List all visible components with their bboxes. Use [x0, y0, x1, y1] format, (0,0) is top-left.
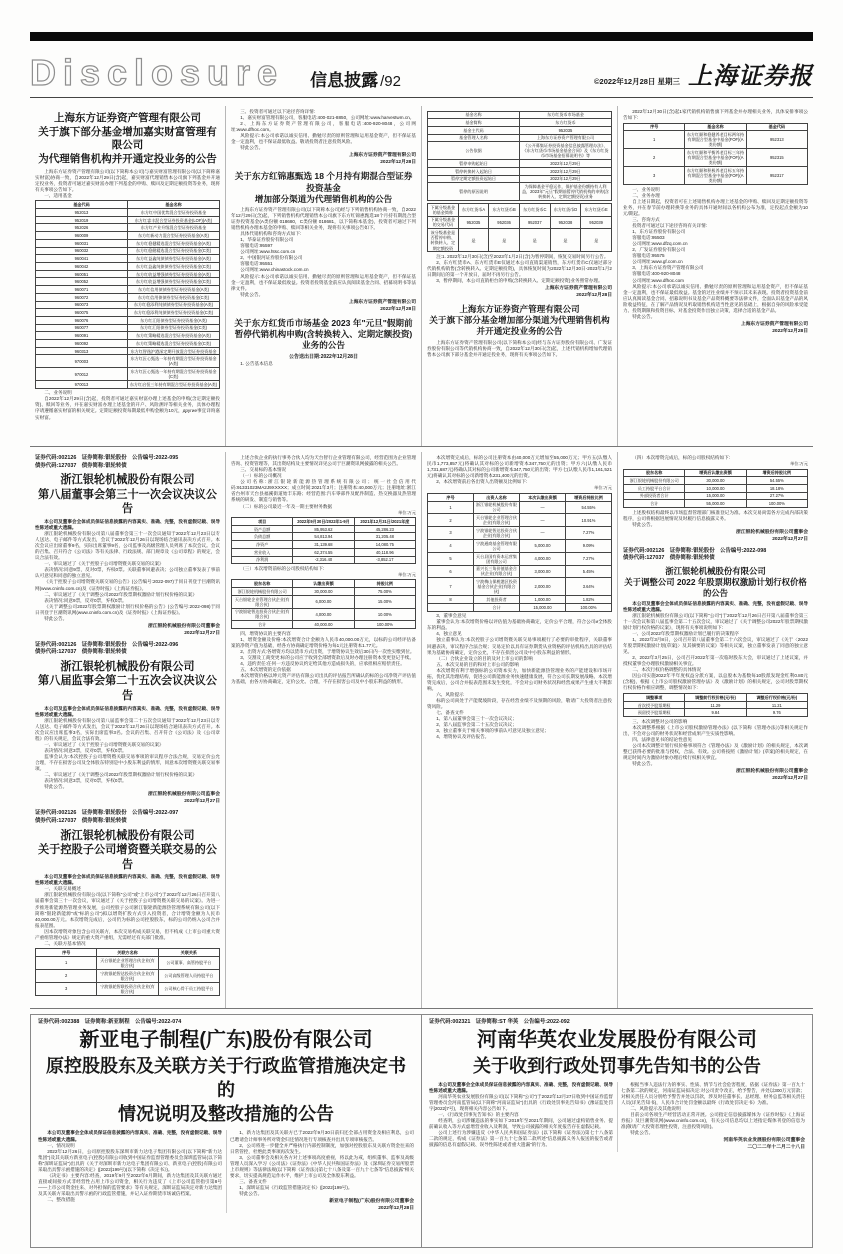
text-line: 2022年12月27日 [772, 536, 808, 542]
capital-increase-signature [623, 530, 808, 544]
text-line: 特此公告。 [240, 145, 264, 151]
data-table: 序号 出资人名称 本次认缴出资额 增资后持股比例 1 浙江银轮机械股份有限公司 — 54.55% 2 天台银轮企业管理合伙企业(有限合伙) — 10.91% 3 宁波银轮智达投资合伙企业(有限合伙) — 7.27% 4 宁波通商基金管理有限公司 5,000.00 9.09% 5 天台县国有资本运营集团有限公司 4,000.00 7.27% 6 嘉兴长三角价值基金合伙企业(有限合伙) 3,000.00 5.45% 7 宁波梅山保税港区投资基金合伙企业(有限合伙) 2,000.00 3.64% 8 其他投资者 1,000.00 1.82% 合计 15,000.00 100.00% [427, 493, 612, 612]
article3-signature [427, 286, 612, 300]
band1-col1 [30, 106, 225, 446]
article1-section1: 一、适用基金 [44, 192, 72, 198]
capital-increase-title [35, 829, 220, 873]
text-line: 2022年12月28日 [576, 293, 612, 299]
article1-body [35, 390, 220, 420]
text-line: 二、业务说明 [44, 390, 72, 396]
text-line: 关于旗下部分基金增加部分渠道为代理销售机构 [429, 315, 610, 326]
text-line: 三、交易标的基本情况 [240, 467, 287, 473]
text-line: 4、独立意见 [436, 631, 462, 637]
text-line: 客服电话:95575 [632, 253, 665, 259]
date-line: ©2022年12月28日 星期三 [594, 77, 680, 86]
board-meeting-signature [35, 624, 220, 638]
text-line: 暂停代销机构申购(含转换转入、定期定额投资)业务的公告 [234, 328, 413, 351]
text-line: 河南华英农业发展股份有限公司(以下简称"公司")于2022年12月27日收到中国证券监督管理委员会河南监管局(以下简称"河南证监局")出具的《行政处罚事先告知书》(豫证监处罚字[2022]7号)，现将相关内容公告如下。 [429, 1093, 613, 1112]
text-line: 上海东方证券资产管理有限公司 [54, 112, 201, 124]
text-line: 一、业务说明 [632, 186, 660, 192]
text-line: 2022年12月28日 [378, 1206, 414, 1212]
text-line: 2、2022年3月25日，公司召开2022年第一次临时股东大会，审议通过了上述议案，并授权董事会办理股权激励相关事宜。 [623, 655, 808, 667]
text-line: 关于东方红货币市场基金 2023 年"元旦"假期前 [234, 317, 413, 328]
text-line: 上海东方证券资产管理有限公司 [740, 321, 808, 327]
text-line: 公司网址:www.gf.com.cn [632, 259, 683, 265]
text-line: 特此公告。 [632, 313, 656, 319]
bond-code-line-4: 债券代码:127037 债券简称:银轮转债 [623, 555, 715, 562]
text-line: 公司网址:www.chinastock.com.cn [240, 267, 309, 273]
text-line: 浙江银轮机械股份有限公司 [665, 565, 766, 576]
text-line: 1、嘉实财富管理有限公司，客服电话:400-021-8850，公司网址:www.harvestwm.cn。 [240, 115, 415, 121]
article3-notes [427, 254, 612, 284]
huaying-signature [621, 1138, 805, 1152]
text-line: 本次增资完成后，标的公司注册资本由40,000万元增加至55,000万元；甲方五(认缴人民币1,773,857元)将确认其对标的公司新增资本347,750元的出资；甲方六(认缴人民币1,731,687元)将确认其对标的公司新增资本347,750元的出资；甲方七(认缴人民币1,161,521元)将确认其对标的公司新增资本231,400元的出资。 [427, 455, 612, 479]
text-line: （一）标的公司概况 [240, 473, 282, 479]
text-line: 二、本次行权价格调整的具体情况 [632, 667, 702, 673]
text-line: 第八届董事会第三十一次会议决议公告 [37, 488, 217, 516]
text-line: 浙江银轮机械股份有限公司 [60, 474, 195, 487]
text-line: 特此公告。 [632, 761, 656, 767]
band1-col4 [617, 106, 813, 446]
text-line: 为代理销售机构并开通定投业务的公告 [38, 152, 217, 165]
text-line: 2022年12月27日 [184, 630, 220, 636]
text-line: 董事会认为:本次增资价格以评估值为基础协商确定，定价公平合理，符合公司и全体股东的利益。 [427, 619, 612, 631]
xinya-signature [230, 1199, 414, 1213]
text-line: 2、中国银河证券股份有限公司 [240, 255, 303, 261]
text-line: 一、情况说明 [47, 1142, 75, 1148]
text-line: 2、上海东方证券资产管理有限公司，客服电话:400-920-8048，公司网址:www.dfhoc.com。 [231, 121, 416, 133]
text-line: 五、本次交易的目的和对上市公司的影响 [436, 661, 519, 667]
text-line: 特此公告。 [240, 291, 264, 297]
bond-code-line-3: 债券代码:127037 债券简称:银轮转债 [35, 817, 127, 824]
unit-label-2: 单位:万元 [398, 571, 416, 577]
data-table: 股东名称 认缴出资额 持股比例 浙江银轮机械股份有限公司 30,000.00 75.00% 天台银轮企业管理合伙企业(有限合伙) 6,000.00 15.00% 宁波银轮智达投资合伙企业(有限合伙) 4,000.00 10.00% 合计 40,000.00 100.00% [231, 579, 416, 629]
text-line: 具体代销机构和咨询方式如下: [240, 231, 302, 237]
text-line: 三、备查文件 [239, 1178, 267, 1184]
text-line: 上海东方证券资产管理有限公司 [544, 286, 612, 292]
section-title-wrap [310, 66, 401, 91]
masthead [30, 46, 813, 98]
text-line: （四）本次增资完成后，标的公司股权结构如下: [632, 455, 730, 460]
text-line: 4、增资协议及评估报告。 [436, 734, 490, 740]
masthead-right [594, 56, 813, 91]
text-line: 浙江银轮机械股份有限公司(以下简称"公司"或"上市公司")于2022年12月26日召开第八届董事会第三十一次会议，审议通过了《关于控股子公司增资暨关联交易的议案》。为进一步推进新能源热管理业务发展，公司控股子公司浙江银轮新能源热管理系统有限公司(以下简称"银轮新能源"或"标的公司")拟以增资扩股方式引入投资者，合计增资金额为人民币40,000.00万元。本次增资完成后，公司仍为标的公司控股股东，标的公司仍纳入公司合并报表范围。 [35, 892, 220, 928]
text-line: 二、关联方基本情况 [44, 940, 86, 946]
text-line: 风险提示:本公司承诺以诚实信用、勤勉尽责的原则管理和运用基金资产，但不保证基金一定盈利，也不保证最低收益。投资者投资基金前应认真阅读基金合同、招募说明书等法律文件。 [231, 273, 416, 291]
text-line: 上述股权结构最终以市场监督管理部门核准登记为准。本次交易尚需各方完成内部决策程序，公司将根据进展情况及时履行信息披露义务。 [623, 509, 808, 521]
text-line: 3、公司董事会及相关各方对上述事项高度重视，将以此为戒，组织董事、监事及高级管理人员深入学习《公司法》《证券法》《中华人民共和国证券法》及《深圳证券交易所股票上市规则》等法律法规(以下简称《证券法》)第七十八条及第一百九十七条等"信息披露"相关要求，切实提高规范运作水平，维护上市公司及全体股东利益。 [230, 1154, 414, 1178]
text-line: 第八届监事会第二十五次会议决议公告 [37, 675, 217, 703]
text-line: 并开通定投业务的公告 [476, 326, 563, 337]
unit-label-3: 单位:万元 [594, 485, 612, 491]
text-line: 浙江银轮机械股份有限公司 [60, 829, 195, 842]
option-price-lead: 本公司及董事会全体成员保证信息披露的内容真实、准确、完整，没有虚假记载、误导性陈述或重大遗漏。 [623, 600, 808, 612]
text-line: 关于控股子公司增资暨关联交易的公告 [37, 844, 217, 871]
text-line: 自2022年12月29日(含)起，投资者可通过嘉实财富办理上述基金的申购(含定期定额投资)、赎回等业务，并在嘉实财富办理上述基金的开户、风险测评等相关业务，具体办理程序请遵循嘉实财富的相关规定。定期定额投资每期最低申购金额为10元，другие事宜详询嘉实财富。 [35, 396, 220, 420]
supervisory-meeting-body [35, 718, 220, 791]
band2-col3 [421, 452, 617, 1008]
top-band [30, 106, 813, 447]
text-line: （二）合伙企业设立的目的及对上市公司的影响 [436, 655, 533, 661]
option-price-title [623, 566, 808, 599]
text-line: 公司本次调整计划行权价格事项符合《管理办法》及《激励计划》的相关规定，本次调整已获得必要的批准与授权，合法、有效。公司将按照《激励计划》(草案)的相关规定，在规定时间内为激励对象办理后续行权相关事宜。 [623, 742, 808, 760]
paper-name: 上海证券报 [688, 61, 813, 90]
text-line: 一、审议通过了《关于控股子公司增资暨关联交易的议案》 [44, 741, 164, 747]
board-meeting-body [35, 531, 220, 622]
xinya-title-line3: 情况说明及整改措施的公告 [118, 1104, 334, 1125]
text-line: 河南华英农业发展股份有限公司董事会 [723, 1138, 805, 1144]
text-line: 2022年12月28日 [772, 328, 808, 334]
text-line: 2、第八届监事会第二十五次会议决议； [436, 722, 517, 728]
text-line: 1、增资金额及价格:本次增资合计金额为人民币40,000.00万元，以标的公司经评估备案的净资产值为基础，经各方协商确定增资价格为每1元注册资本1.77元。 [231, 636, 416, 648]
text-line: 上述合伙企业的执行事务合伙人均为天台智行企业管理有限公司，经营范围为企业管理咨询、投资管理等，其出资结构及主要情况详见公司于巨潮资讯网披露的相关公告。 [231, 455, 416, 467]
article3-title [231, 318, 416, 352]
text-line: 上海东方证券资产管理有限公司(以下简称本公司)经与东方证券股份有限公司、广发证券股份有限公司等代销机构协商一致，自2022年12月30日(含)起，上述代销机构增加代理销售本公司旗下部分基金并开通定投业务，现将有关事项公告如下。 [427, 339, 612, 357]
article4-body [427, 340, 612, 358]
text-line: 《关于控股子公司增资暨关联交易的公告》(公告编号:2022-097)于同日刊登于巨潮资讯网(www.cninfo.com.cn)及《证券时报》《上海证券报》。 [35, 579, 220, 591]
text-line: 2、公司将进一步健全并严格执行内部控制制度，加强对控股股东及关联方资金往来的日常管控，杜绝此类事项再次发生。 [230, 1142, 414, 1154]
board-meeting-lead: 本公司及董事会全体成员保证信息披露的内容真实、准确、完整，没有虚假记载、误导性陈述或重大遗漏。 [35, 518, 220, 530]
text-line: 注:1. 2022年12月30日(含)至2023年1月2日(含)为暂停期间，恢复交易时间另行公告。 [436, 253, 609, 259]
text-line: 1、2022年3月8日，公司召开第八届董事会第二十六次会议，审议通过了《关于〈2022年股票期权激励计划(草案)〉及其摘要的议案》等相关议案，独立董事发表了同意的独立意见。 [623, 636, 808, 655]
stock-code-line-2: 证券代码:002126 证券简称:银轮股份 公告编号:2022-096 [35, 641, 179, 648]
xinya-lead: 本公司及董事会全体成员保证信息披露的内容真实、准确、完整，没有虚假记载、误导性陈述或重大遗漏。 [38, 1130, 222, 1142]
xinya-title-line2: 原控股股东及关联方关于行政监管措施决定书的 [46, 1055, 406, 1100]
text-line: 客服电话:95503 [632, 235, 665, 241]
supervisory-meeting-lead: 本公司及监事会全体成员保证信息披露的内容真实、准确、完整，没有虚假记载、误导性陈述或重大遗漏。 [35, 705, 220, 717]
text-line: 浙江银轮机械股份有限公司监事会 [148, 792, 220, 798]
text-line: 3、董事会意见 [436, 613, 467, 619]
text-line: 因本次增资对象包含公司关联方，本次交易构成关联交易，但不构成《上市公司重大资产重组管理办法》规定的重大资产重组，无需经过有关部门批准。 [35, 928, 220, 940]
capital-increase-body2 [231, 455, 416, 510]
text-line: 新亚电子制程(广东)股份有限公司董事会 [329, 1199, 414, 1205]
article1-intro: 上海东方证券资产管理有限公司(以下简称本公司)与嘉实财富管理有限公司(以下简称嘉实财富)协商一致，自2022年12月29日(含)起，嘉实财富代理销售本公司旗下列基金并开通定投业务，投资者可通过嘉实财富办理下列基金的申购、赎回及定期定额投资等业务，现将有关事项公告如下。 [35, 168, 220, 192]
text-line: 2022年12月28日 [380, 306, 416, 312]
text-line: 特此公告。 [239, 1191, 263, 1197]
text-line: 特此公告。 [44, 615, 68, 621]
text-line: 一、《行政处罚事先告知书》的主要内容 [438, 1112, 519, 1118]
text-line: 浙江银轮机械股份有限公司董事会 [736, 529, 808, 535]
text-line: 关于旗下部分基金增加嘉实财富管理有限公司 [38, 125, 217, 152]
stock-code-line: 证券代码:002126 证券简称:银轮股份 公告编号:2022-095 [35, 455, 179, 461]
text-line: 三、咨询方式 [632, 216, 660, 222]
text-line: 1、东方证券股份有限公司 [632, 229, 686, 235]
text-line: 2、本次增资前后各出资人出资额及比例如下: [436, 479, 528, 485]
text-line: 风险提示:本公司承诺以诚实信用、勤勉尽责的原则管理和运用基金资产，但不保证基金一定盈利，也不保证最低收益。敬请投资者注意投资风险。 [231, 133, 416, 145]
text-line: 表决情况:同意9票，反对0票，弃权0票。 [44, 597, 127, 603]
text-line: 公司网址:www.dfhoc.com [632, 277, 685, 283]
article4-carry: 2022年12月30日(含)起1家代销机构销售旗下列基金并办理相关业务，具体安排事项公告如下: [623, 109, 808, 121]
top-black-bar [30, 32, 813, 41]
text-line: 关于调整公司 2022 年股票期权激励计划行权价格的公告 [624, 576, 807, 598]
text-line: 上海东方证券资产管理有限公司(以下简称本公司)经与下列销售机构协商一致，自2022年12月29日(含)起，下列销售机构代理销售本公司旗下东方红锦惠甄选18个月持有期混合型证券投资基金(A类份额 018680，C类份额 018681，以下简称本基金)，投资者可通过下列销售机构办理本基金的申购、赎回等相关业务，现将有关事项公告如下。 [231, 206, 416, 231]
text-line: 本次增资有利于增强标的公司资本实力，加快新能源热管理业务的产能建设和市场开拓，优化其治理结构，促进公司新能源业务快速健康发展，符合公司长期发展战略。本次增资完成后，公司合并报表范围未发生变化，不会对公司财务状况和经营成果产生重大不利影响。 [427, 667, 612, 691]
text-line: 3、暂停期间，本公司直销柜台的申购(含转换转入、定期定额投资)业务照常办理。 [436, 278, 603, 284]
data-table: 下属分级基金的基金简称 东方红货币A 东方红货币B 东方红货币C 东方红货币D 东方红货币E 下属分级基金的交易代码 952035 952036 952037 952038 952039 该分级基金是否暂停申购、转换转入、定期定额投资 是 是 是 是 是 [427, 203, 612, 253]
text-line: 浙江银轮机械股份有限公司 [60, 660, 195, 673]
text-line: 经查明，公司涉嫌违法的事实如下:2019年至2021年期间，公司通过虚构销售业务、提前确认收入等方式虚增营业收入及利润，导致公司披露的相关年度报告存在虚假记载。 [429, 1118, 613, 1130]
article1-title [35, 112, 220, 167]
unit-label-4: 单位:万元 [790, 461, 808, 467]
text-line: 六、风险提示 [436, 692, 464, 698]
middle-band [30, 452, 813, 1009]
text-line: 七、备查文件 [436, 710, 464, 716]
text-line: 4、违约责任:任何一方违反协议约定给其他方造成损失的，应承担相应赔偿责任。 [240, 660, 405, 666]
text-line: 1、华泰证券股份有限公司 [240, 237, 294, 243]
band1-col3 [421, 106, 617, 446]
bond-code-line-2: 债券代码:127037 债券简称:银轮转债 [35, 649, 127, 656]
capital-increase-body8 [623, 510, 808, 528]
fund-table [35, 200, 220, 388]
article1-signature [231, 153, 416, 167]
text-line: 根据当事人违法行为的事实、性质、情节与社会危害程度，依据《证券法》第一百九十七条第二款的规定，河南证监局拟决定:对公司责令改正，给予警告，并处以300万元罚款；对相关责任人员分别给予警告并处以罚款，涉及时任董事长、总经理、财务总监等相关责任人员(详见告知书)，人民币合计处罚金额以最终《行政处罚决定书》为准。 [621, 1081, 805, 1106]
data-table: 基金名称 东方红货币市场基金 基金简称 东方红货币 基金主代码 952035 基金管理人名称 上海东方证券资产管理有限公司 公告依据 《公开募集证券投资基金信息披露管理办法》、《东方红货币市场基金基金合同》及《东方红货币市场基金招募说明书》等 暂停申购起始日 2022年12月29日 暂停转换转入起始日 2022年12月29日 暂停定期定额投资起始日 2022年12月29日 暂停的原因说明 为保障基金平稳运作，保护基金份额持有人利益，2023年"元旦"假期前暂停代销机构的申购(含转换转入、定期定额投资)业务 [427, 111, 612, 202]
xinya-body-columns [38, 1130, 414, 1213]
huaying-title-company: 河南华英农业发展股份有限公司 [477, 1028, 757, 1051]
band2-col2 [225, 452, 421, 1008]
text-line: 特此公告。 [630, 1130, 654, 1136]
text-line: 二、风险提示及其他说明 [630, 1106, 681, 1112]
article2-body [231, 207, 416, 298]
board-meeting-title [35, 473, 220, 517]
text-line: 1、深圳证监局《行政监管措施决定书》([2022]199号)。 [239, 1185, 353, 1191]
text-line: 3、交割及工商变更:标的公司应于收到全部增资款后及时办理注册资本变更登记手续。 [240, 654, 414, 660]
text-line: 浙江银轮机械股份有限公司第八届监事会第二十五次会议通知于2022年12月23日以专人送达、电子邮件等方式发出，会议于2022年12月26日以现场结合通讯表决方式召开。本次会议应出席监事3名，实际出席监事3名。会议的召集、召开符合《公司法》及《公司章程》的有关规定，会议合法有效。 [35, 717, 220, 741]
band3-right-article [422, 1014, 813, 1248]
article4-title [427, 304, 612, 338]
bond-code-line: 债券代码:127037 债券简称:银轮转债 [35, 462, 127, 469]
data-table: 基金代码 基金名称 952013 东方红中国优势混合型证券投资基金 952019 东方红睿丰混合型证券投资基金(LOF)(A类) 952026 东方红产业升级混合型证券投资基金 960009 东方红新动力混合型证券投资基金(A类) 960031 东方红稳健精选混合型证券投资基金(A类) 960032 东方红稳健精选混合型证券投资基金(C类) 960041 东方红益鑫纯债债券型证券投资基金(A类) 960042 东方红益鑫纯债债券型证券投资基金(C类) 960051 东方红收益增强债券型证券投资基金(A类) 960052 东方红收益增强债券型证券投资基金(C类) 960071 东方红信用债债券型证券投资基金(A类) 960072 东方红信用债债券型证券投资基金(C类) 960073 东方红稳添利纯债债券型证券投资基金(A类) 960075 东方红稳添利纯债债券型证券投资基金(C类) 960076 东方红汇阳债券型证券投资基金(A类) 960077 东方红汇阳债券型证券投资基金(C类) 960091 东方红策略精选混合型证券投资基金(A类) 960092 东方红策略精选混合型证券投资基金(C类) 960313 东方红智逸沪港深定期开放混合型证券投资基金 970003 东方红匠心甄选一年持有期混合型证券投资基金(A类) 970012 东方红匠心甄选一年持有期混合型证券投资基金(C类) 970013 东方红启恒三年持有期混合型证券投资基金(A类) [35, 200, 220, 388]
text-line: 标的公司尚处于产能爬坡阶段，存在经营业绩不及预期的风险，敬请广大投资者注意投资风险。 [427, 698, 612, 710]
xinya-title-company: 新亚电子制程(广东)股份有限公司 [79, 1028, 373, 1051]
text-line: 自上述日期起，投资者可在上述销售机构办理上述基金的申购、赎回及定期定额投资等业务，并在春节前办理转换等业务的具体开通时间以各机构公布为准，定投起点金额为10元/期起。 [623, 198, 808, 216]
article1-carry [231, 109, 416, 151]
text-line: 二、整改措施 [47, 1197, 75, 1203]
capital-increase-body6 [427, 613, 612, 740]
text-line: 《关于调整公司2022年股票期权激励计划行权价格的公告》(公告编号:2022-098)于同日刊登于巨潮资讯网(www.cninfo.com.cn)及《证券时报》《上海证券报》。 [35, 603, 220, 615]
capital-increase-lead: 本公司及董事会全体成员保证信息披露的内容真实、准确、完整，没有虚假记载、误导性陈述或重大遗漏。 [35, 874, 220, 886]
capital-increase-body [35, 886, 220, 947]
text-line: 三、投资者可通过以下途径咨询详情: [240, 109, 315, 114]
text-line: 一、公司2022年股票期权激励计划已履行的决策程序 [632, 630, 739, 636]
stock-code-line-4: 证券代码:002126 证券简称:银轮股份 公告编号:2022-098 [623, 547, 767, 554]
option-price-body [623, 613, 808, 692]
band1-col2 [225, 106, 421, 446]
related-party-table [35, 948, 220, 995]
text-line: 本次增资价格以坤元资产评估有限公司出具的评估报告所确认的标的公司净资产评估值为基础，由各方协商确定，定价公允、合理，不存在损害公司及中小股东利益的情形。 [231, 673, 416, 685]
text-line: 因公司实施2022年半年度权益分派方案，以总股本为基数每10股派发现金红利0.80元(含税)，根据《上市公司股权激励管理办法》及《激励计划》的相关规定，公司对股票期权行权价格作相应调整，调整情况如下: [623, 673, 808, 691]
text-line: 四、增资协议的主要内容 [240, 630, 291, 636]
text-line: 浙江银轮机械股份有限公司董事会 [736, 769, 808, 775]
text-line: 3、独立董事关于相关事项的事前认可意见及独立意见； [436, 728, 549, 734]
capital-increase-body5 [427, 455, 612, 485]
text-line: 客服电话:95551 [240, 261, 273, 267]
text-line: 浙江银轮机械股份有限公司第八届董事会第三十一次会议通知于2022年12月23日以专人送达、电子邮件等方式发出，会议于2022年12月26日以现场结合通讯表决方式召开。本次会议应出席董事9名，实际出席董事9名，公司监事及高级管理人员列席了本次会议。会议的召集、召开符合《公司法》等有关法律、行政法规、部门规章及《公司章程》的规定，会议合法有效。 [35, 530, 220, 561]
data-table: 股东名称 增资后认缴出资额 增资后持股比例 浙江银轮机械股份有限公司 30,000.00 54.55% 员工持股平台合计 10,000.00 18.18% 外部投资者合计 15,000.00 27.27% 合计 55,000.00 100.00% [623, 469, 808, 509]
band2-col1 [30, 452, 225, 1008]
text-line: 2022年12月27日 [184, 799, 220, 805]
text-line: 表决情况:同意3票，反对0票，弃权0票。 [44, 748, 127, 754]
data-table: 项目 2022年9月30日/2022年1-9月 2021年12月31日/2021年度 资产总额 85,953.62 45,286.23 负债总额 54,813.94 31,205.48 净资产 31,139.68 14,080.75 营业收入 62,374.55 40,118.96 净利润 -2,316.40 -3,852.17 [231, 517, 416, 564]
text-line: 浙江银轮机械股份有限公司(以下简称"公司")于2022年12月26日召开第八届董事会第三十一次会议和第八届监事会第二十五次会议，审议通过了《关于调整公司2022年股票期权激励计划行权价格的议案》，现将有关事项说明如下: [623, 612, 808, 630]
disclosure-logo: Disclosure [30, 52, 285, 93]
text-line: 二、审议通过了《关于调整公司2022年股票期权激励计划行权价格的议案》 [44, 772, 197, 778]
band3-left-article [30, 1014, 422, 1248]
text-line: 本次调整系根据《上市公司股权激励管理办法》(以下简称《管理办法》)等相关规定作出，不会对公司的财务状况和经营成果产生实质性影响。 [623, 724, 808, 736]
text-line: 关于东方红锦惠甄选 18 个月持有期混合型证券投资基金 [234, 171, 413, 193]
supervisory-meeting-title [35, 660, 220, 704]
supervisory-signature [35, 792, 220, 806]
unit-label-1: 单位:万元 [398, 509, 416, 515]
pre-increase-structure-table [231, 579, 416, 629]
capital-increase-body4 [231, 631, 416, 686]
huaying-code-line: 证券代码:002321 证券简称:ST 华英 公告编号:2022-092 [429, 1019, 570, 1025]
text-line: （二）标的公司最近一年及一期主要财务数据 [240, 503, 333, 509]
huaying-lead: 本公司及董事会全体成员保证信息披露的内容真实、准确、完整，没有虚假记载、误导性陈述或重大遗漏。 [429, 1081, 613, 1093]
text-line: 公司网址:www.dfzq.com.cn [632, 241, 688, 247]
text-line: 五、本次增资的定价依据 [240, 666, 291, 672]
text-line: 独立董事认为:本次控股子公司增资暨关联交易事项履行了必要的审批程序，关联董事回避表决，审议程序合法合规；交易定价以具有证券期货从业资格的评估机构出具的评估结果为基础协商确定，定价公允，不存在损害公司及中小股东利益的情形。 [427, 637, 612, 655]
text-line: 公司名称:浙江银轮新能源热管理系统有限公司；统一社会信用代码:91331023MA2J9XXXXX；成立时间:2021年3月；注册资本:40,000万元；注册地址:浙江省台州市天台县福溪街道始丰东路；经营范围:汽车零部件及配件制造、热交换器及热管理系统的研发、制造与销售等。 [231, 479, 416, 503]
text-line: 一、审议通过了《关于控股子公司增资暨关联交易的议案》 [44, 561, 164, 567]
financials-table [231, 517, 416, 564]
text-line: 二、业务办理 [632, 192, 660, 198]
text-line: 表决情况:同意9票，反对0票，弃权0票。关联董事回避表决；公司独立董事发表了事前认可意见和同意的独立意见。 [35, 567, 220, 579]
text-line: 风险提示:本公司承诺以诚实信用、勤勉尽责的原则管理和运用基金资产，但不保证基金一定盈利，也不保证最低收益。基金的过往业绩并不预示其未来表现。投资者投资基金前应认真阅读基金合同、招募说明书及基金产品资料概要等法律文件，全面认识基金产品的风险收益特征，在了解产品情况及听取销售机构适当性意见的基础上，根据自身的风险承受能力、投资期限和投资目标，对基金投资作出独立决策，选择合适的基金产品。 [623, 283, 808, 313]
text-line: 公司上述行为涉嫌违反《中华人民共和国证券法》(以下简称《证券法》)第七十八条第二款的规定，构成《证券法》第一百九十七条第二款所述"信息披露义务人报送的报告或者披露的信息有虚假记载、误导性陈述或者重大遗漏"的行为。 [429, 1130, 613, 1148]
text-line: 二、审议通过了《关于调整公司2022年股票期权激励计划行权价格的议案》 [44, 591, 197, 597]
text-line: 上海东方证券资产管理有限公司 [459, 304, 580, 315]
article4-body2 [623, 187, 808, 320]
text-line: （三）本次增资前标的公司股权结构如下: [240, 565, 325, 571]
article4-signature [623, 322, 808, 336]
article3-item1: 1. 公告基本信息 [240, 361, 273, 367]
fund-info-table [427, 111, 612, 202]
text-line: 《决定书》主要内容:经查，2019年9月至2022年6月期间，新力达集团及其关联方通过直接或间接方式非经营性占用上市公司资金，相关行为违反了《上市公司监管指引第8号——上市公司资金往来、对外担保的监管要求》等有关规定。深圳证监局决定对新力达集团及其关联方采取出具警示函的行政监管措施，并记入证券期货市场诚信档案。 [38, 1172, 222, 1197]
data-table: 调整事项 调整前行权价格(元/份) 调整后行权价格(元/份) 首次授予股票期权 11.29 11.21 预留授予股票期权 9.84 9.76 [623, 693, 808, 717]
text-line: 目前公司各项生产经营活动正常开展。公司指定信息披露媒体为《证券时报》《上海证券报》及巨潮资讯网(www.cninfo.com.cn)，有关公司信息均以上述指定媒体刊登的信息为准(敬请广大投资者理性投资，注意投资风险)。 [621, 1112, 805, 1130]
stock-code-line-3: 证券代码:002126 证券简称:银轮股份 公告编号:2022-097 [35, 810, 179, 817]
text-line: 四、法律意见书的结论性意见 [632, 736, 692, 742]
text-line: 1、第八届董事会第三十一次会议决议； [436, 716, 517, 722]
text-line: 特此公告。 [632, 521, 656, 527]
option-price-body2 [623, 719, 808, 768]
article2-title [231, 171, 416, 205]
data-table: 序号 关联方名称 关联关系 1 天台银轮企业管理合伙企业(有限合伙) 公司董事、高管持股平台 2 宁波银轮智达投资合伙企业(有限合伙) 公司高级管理人员持股平台 3 宁波银轮智联投资合伙企业(有限合伙) 公司核心骨干员工持股平台 [35, 948, 220, 995]
text-line: 2、出资方式:各增资方均以货币方式出资，于增资协议生效后30日内一次性实缴到位。 [240, 648, 415, 654]
option-price-signature [623, 769, 808, 783]
text-line: 特此公告。 [44, 784, 68, 790]
text-line: 一、关联交易概述 [44, 886, 81, 892]
text-line: 2022年12月27日 [772, 776, 808, 782]
post-increase-structure-table [623, 469, 808, 509]
text-line: 2、东方红货币A、东方红货币E仅通过本公司直销渠道销售，东方红货币C仅通过部分代销机构销售(含转换转入、定期定额投资)，具体恢复时间为2022年12月30日-2023年1月2日期间后的第一个开放日，届时不再另行公告。 [427, 259, 612, 278]
band2-col4 [617, 452, 813, 1008]
option-price-table [623, 693, 808, 717]
text-line: 上海东方证券资产管理有限公司 [348, 153, 416, 159]
text-line: 1、新力达集团及其关联方已于2022年9月30日前归还全部占用资金及相应利息，公司已聘请会计师事务所对资金归还情况进行专项核查并出具专项审核报告。 [230, 1130, 414, 1142]
xinya-code-line: 证券代码:002388 证券简称:新亚制程 公告编号:2022-074 [38, 1019, 182, 1025]
text-line: 监事会认为:本次控股子公司增资暨关联交易事项的审议程序合法合规，交易定价公允合理，不存在损害公司及全体股东特别是中小股东利益的情形，同意本次增资暨关联交易事项。 [35, 754, 220, 772]
huaying-title-line2: 关于收到行政处罚事先告知书的公告 [473, 1055, 761, 1076]
text-line: 三、本次调整对公司的影响 [632, 718, 688, 724]
text-line: 二〇二二年十二月二十八日 [747, 1145, 805, 1151]
contributor-table [427, 493, 612, 612]
text-line: 客服电话:400-920-8048 [632, 271, 681, 277]
text-line: 3、上海东方证券资产管理有限公司 [632, 265, 704, 271]
article3-pubdate: 公告送出日期:2022年12月28日 [289, 354, 358, 361]
text-line: 表决情况:同意3票，反对0票，弃权0票。 [44, 778, 127, 784]
text-line: 投资者可通过以下途径咨询有关详情: [632, 222, 707, 228]
article4-fund-table [623, 123, 808, 185]
text-line: 2022年12月26日，公司原控股股东深圳市新力达电子集团有限公司(以下简称"新力达集团")及其关联方新亚电子(控股)有限公司收到中国证券监督管理委员会深圳监管局(以下简称"深圳证监局")出具的《关于对深圳市新力达电子集团有限公司、新亚电子(控股)有限公司采取出具警示函措施的决定》([2022]199号)(以下简称《决定书》)。 [38, 1148, 222, 1172]
page-number: /92 [380, 73, 401, 90]
bottom-band [30, 1014, 813, 1248]
text-line: 2022年12月28日 [380, 160, 416, 166]
text-line: 增加部分渠道为代理销售机构的公告 [254, 193, 393, 204]
huaying-body-columns [429, 1082, 805, 1153]
text-line: 浙江银轮机械股份有限公司董事会 [148, 623, 220, 629]
text-line: 2、广发证券股份有限公司 [632, 247, 686, 253]
fund-subclass-table [427, 203, 612, 253]
data-table: 序号 基金名称 基金代码 1 东方红颐和稳健养老目标两年持有期混合型基金中基金(FOF)(A类份额) 952313 2 东方红颐和平衡养老目标三年持有期混合型基金中基金(FOF)(A类份额) 952315 3 东方红颐和积极养老目标五年持有期混合型基金中基金(FOF)(A类份额) 952317 [623, 123, 808, 185]
text-line: 公司网址:www.htsc.com.cn [240, 249, 296, 255]
article2-signature [231, 300, 416, 314]
section-title: 信息披露 [310, 71, 379, 90]
text-line: 上海东方证券资产管理有限公司 [348, 299, 416, 305]
text-line: 客服电话:95597 [240, 243, 273, 249]
